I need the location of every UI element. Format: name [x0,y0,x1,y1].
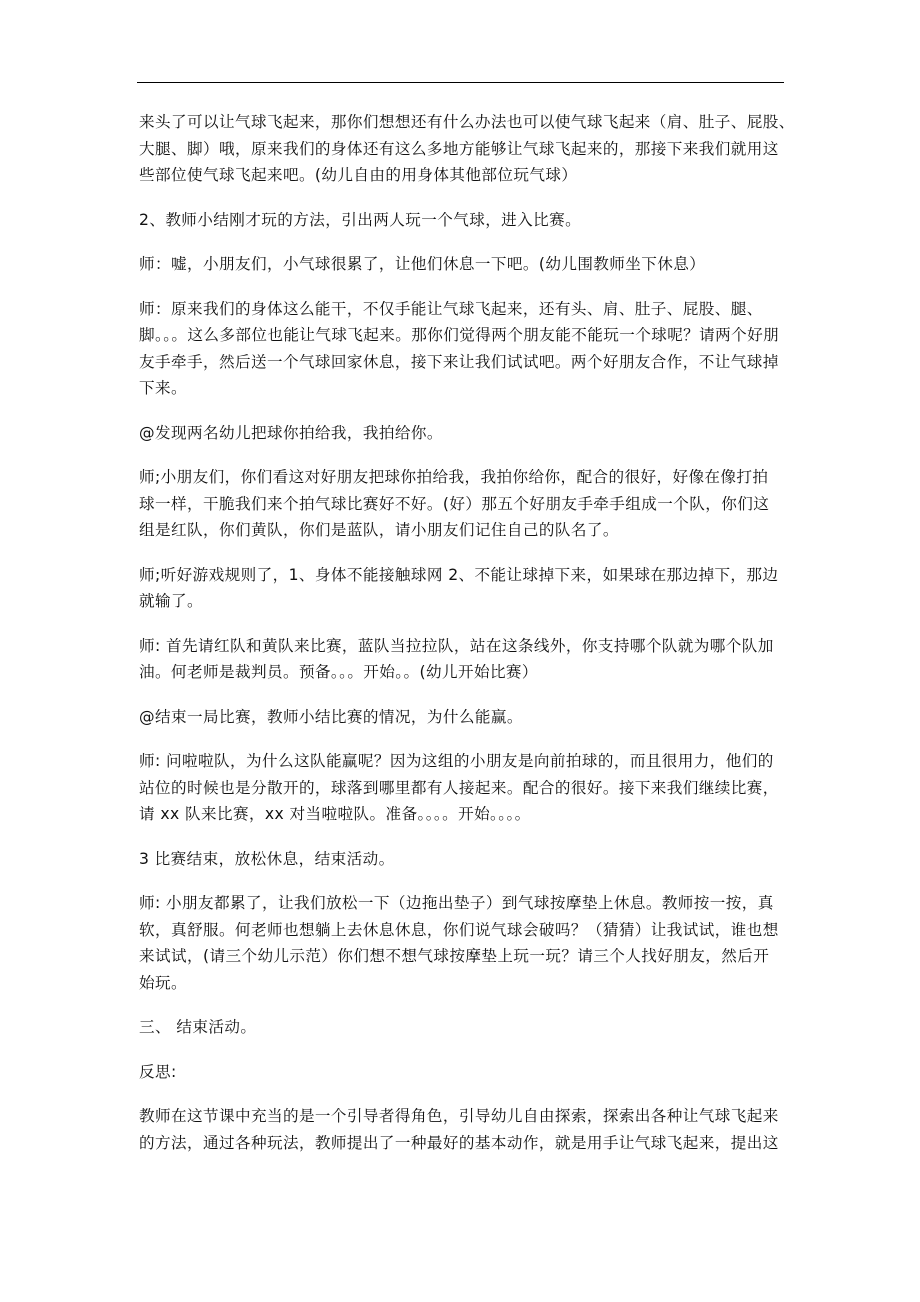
text-line: 三、 结束活动。 [139,1018,257,1036]
text-line: 组是红队，你们黄队，你们是蓝队，请小朋友们记住自己的队名了。 [139,521,619,539]
text-line: 来试试，(请三个幼儿示范）你们想不想气球按摩垫上玩一玩？请三个人找好朋友，然后开 [139,947,770,965]
paragraph [139,890,811,996]
text-line: 请 xx 队来比赛，xx 对当啦啦队。准备。。。。开始。。。。 [139,805,531,823]
text-line: 来头了可以让气球飞起来，那你们想想还有什么办法也可以使气球飞起来（肩、肚子、屁股、 [139,113,795,131]
text-line: 脚。。。这么多部位也能让气球飞起来。那你们觉得两个朋友能不能玩一个球呢？请两个好朋 [139,326,780,344]
text-line: 师: 小朋友都累了，让我们放松一下（边拖出垫子）到气球按摩垫上休息。教师按一按，真 [139,894,774,912]
text-line: 大腿、脚）哦，原来我们的身体还有这么多地方能够让气球飞起来的，那接下来我们就用这 [139,139,779,158]
paragraph [139,420,811,447]
text-line: 油。何老师是裁判员。预备。。。开始。。(幼儿开始比赛） [139,663,538,681]
paragraph [139,748,811,828]
text-line: 下来。 [139,379,187,397]
paragraph [139,1103,811,1156]
paragraph [139,109,811,189]
paragraph [139,1059,811,1086]
paragraph [139,562,811,615]
text-line: 球一样，干脆我们来个拍气球比赛好不好。(好）那五个好朋友手牵手组成一个队，你们这 [139,494,770,513]
text-line: 的方法，通过各种玩法，教师提出了一种最好的基本动作，就是用手让气球飞起来，提出这 [139,1133,779,1152]
text-line: 教师在这节课中充当的是一个引导者得角色，引导幼儿自由探索，探索出各种让气球飞起来 [139,1107,779,1125]
paragraph [139,296,811,402]
paragraph [139,207,811,234]
paragraph [139,1014,811,1041]
paragraph [139,704,811,731]
paragraph [139,846,811,873]
text-line: 师: 问啦啦队，为什么这队能赢呢？因为这组的小朋友是向前拍球的，而且很用力，他们的 [139,752,774,770]
text-line: 反思: [139,1062,177,1081]
text-line: 站位的时候也是分散开的，球落到哪里都有人接起来。配合的很好。接下来我们继续比赛， [139,778,779,797]
document-body [139,109,811,1174]
text-line: @结束一局比赛，教师小结比赛的情况，为什么能赢。 [139,707,523,726]
text-line: 2、教师小结刚才玩的方法，引出两人玩一个气球，进入比赛。 [139,210,582,229]
header-rule [137,82,784,83]
paragraph [139,251,811,278]
text-line: 师;小朋友们，你们看这对好朋友把球你拍给我，我拍你给你，配合的很好，好像在像打拍 [139,468,769,486]
text-line: @发现两名幼儿把球你拍给我，我拍给你。 [139,423,443,442]
text-line: 些部位使气球飞起来吧。(幼儿自由的用身体其他部位玩气球） [139,166,578,184]
text-line: 友手牵手，然后送一个气球回家休息，接下来让我们试试吧。两个好朋友合作，不让气球掉 [139,352,779,371]
text-line: 始玩。 [139,973,187,992]
paragraph [139,633,811,686]
paragraph [139,464,811,544]
text-line: 软，真舒服。何老师也想躺上去休息休息，你们说气球会破吗？（猜猜）让我试试，谁也想 [139,920,779,939]
text-line: 师：原来我们的身体这么能干，不仅手能让气球飞起来，还有头、肩、肚子、屁股、腿、 [139,299,763,318]
text-line: 师;听好游戏规则了，1、身体不能接触球网 2、不能让球掉下来，如果球在那边掉下，那边 [139,565,779,584]
text-line: 师：嘘，小朋友们，小气球很累了，让他们休息一下吧。(幼儿围教师坐下休息） [139,255,706,273]
text-line: 就输了。 [139,592,203,610]
text-line: 师: 首先请红队和黄队来比赛，蓝队当拉拉队，站在这条线外，你支持哪个队就为哪个队加 [139,636,774,655]
text-line: 3 比赛结束，放松休息，结束活动。 [139,849,395,868]
